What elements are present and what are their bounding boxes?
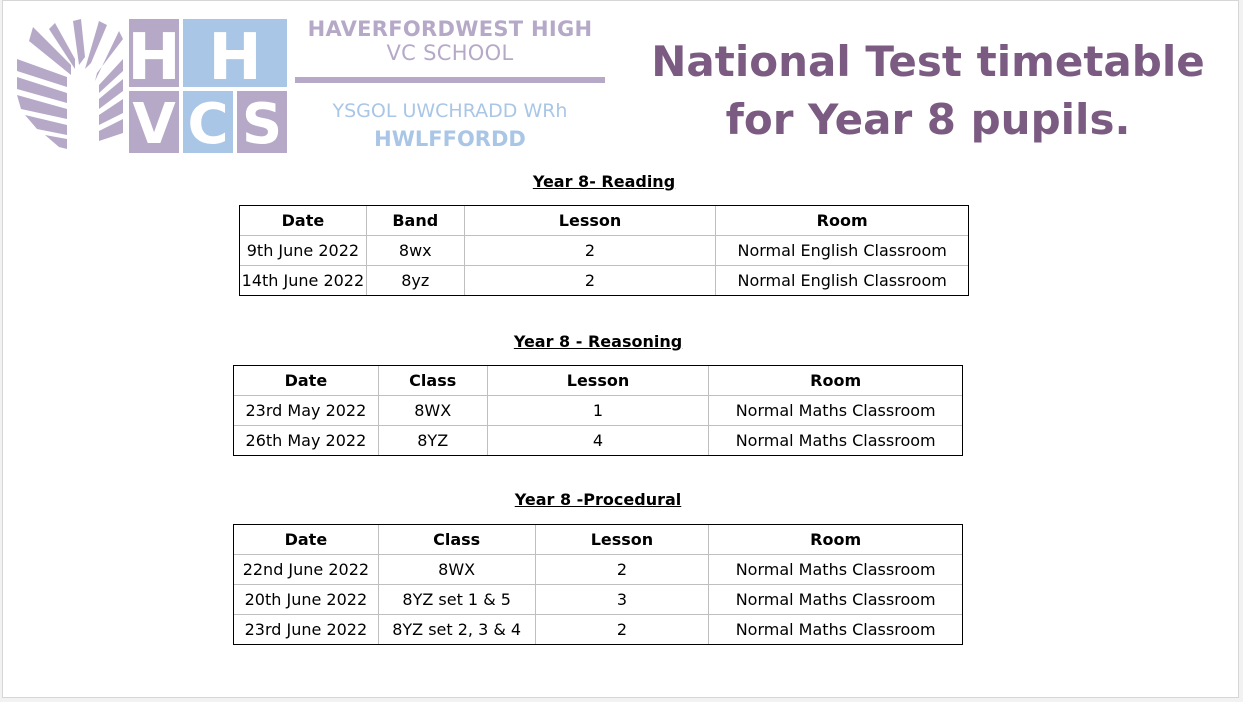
cell-date: 23rd May 2022 — [234, 396, 379, 426]
cell-lesson: 2 — [464, 236, 716, 266]
cell-date: 20th June 2022 — [234, 585, 379, 615]
cell-date: 14th June 2022 — [240, 266, 367, 296]
logo-divider — [295, 77, 605, 83]
header-lesson: Lesson — [535, 525, 709, 555]
header-lesson: Lesson — [464, 206, 716, 236]
header-class: Class — [378, 525, 535, 555]
cell-date: 9th June 2022 — [240, 236, 367, 266]
table-header-row — [234, 525, 963, 555]
page-title — [633, 33, 1223, 149]
table-row — [234, 585, 963, 615]
logo-letter-s: S — [241, 92, 283, 153]
cell-date: 23rd June 2022 — [234, 615, 379, 645]
cell-room: Normal English Classroom — [716, 236, 969, 266]
cell-class: 8YZ set 2, 3 & 4 — [378, 615, 535, 645]
school-logo — [15, 19, 290, 153]
page-title-line2: for Year 8 pupils. — [725, 95, 1131, 144]
cell-lesson: 3 — [535, 585, 709, 615]
cell-band: 8yz — [366, 266, 464, 296]
section-heading-reading: Year 8- Reading — [532, 172, 676, 191]
cell-lesson: 2 — [535, 555, 709, 585]
table-row — [234, 555, 963, 585]
cell-class: 8WX — [378, 396, 487, 426]
table-row — [234, 615, 963, 645]
cell-date: 22nd June 2022 — [234, 555, 379, 585]
table-header-row — [234, 366, 963, 396]
header-room: Room — [709, 366, 963, 396]
cell-room: Normal English Classroom — [716, 266, 969, 296]
cell-room: Normal Maths Classroom — [709, 615, 963, 645]
cell-band: 8wx — [366, 236, 464, 266]
section-heading-procedural: Year 8 -Procedural — [514, 490, 682, 509]
cell-date: 26th May 2022 — [234, 426, 379, 456]
header-date: Date — [234, 366, 379, 396]
table-row — [240, 236, 969, 266]
header-class: Class — [378, 366, 487, 396]
school-name-welsh-line1: YSGOL UWCHRADD WRh — [332, 100, 568, 122]
school-name-english-line2: VC SCHOOL — [386, 41, 514, 65]
header-lesson: Lesson — [487, 366, 709, 396]
cell-lesson: 1 — [487, 396, 709, 426]
header-date: Date — [240, 206, 367, 236]
cell-lesson: 2 — [535, 615, 709, 645]
table-row — [234, 426, 963, 456]
book-fan-icon — [17, 19, 123, 149]
table-row — [240, 266, 969, 296]
logo-letter-c: C — [187, 92, 229, 153]
cell-lesson: 4 — [487, 426, 709, 456]
cell-class: 8YZ set 1 & 5 — [378, 585, 535, 615]
cell-room: Normal Maths Classroom — [709, 396, 963, 426]
procedural-table — [233, 524, 963, 645]
header-date: Date — [234, 525, 379, 555]
logo-letter-v: V — [132, 92, 176, 153]
table-row — [234, 396, 963, 426]
table-header-row — [240, 206, 969, 236]
reasoning-table — [233, 365, 963, 456]
cell-lesson: 2 — [464, 266, 716, 296]
cell-room: Normal Maths Classroom — [709, 426, 963, 456]
logo-letter-h2: H — [208, 21, 262, 95]
logo-letter-h1: H — [127, 21, 181, 95]
cell-class: 8WX — [378, 555, 535, 585]
cell-room: Normal Maths Classroom — [709, 585, 963, 615]
school-name-welsh-line2: HWLFFORDD — [374, 127, 526, 151]
school-name-english — [293, 17, 607, 65]
school-name-welsh — [293, 97, 607, 153]
slide — [2, 0, 1239, 698]
page-title-line1: National Test timetable — [651, 37, 1205, 86]
cell-room: Normal Maths Classroom — [709, 555, 963, 585]
school-name-english-line1: HAVERFORDWEST HIGH — [307, 17, 593, 41]
header-band: Band — [366, 206, 464, 236]
cell-class: 8YZ — [378, 426, 487, 456]
section-heading-reasoning: Year 8 - Reasoning — [513, 332, 683, 351]
header-room: Room — [716, 206, 969, 236]
header-room: Room — [709, 525, 963, 555]
reading-table — [239, 205, 969, 296]
